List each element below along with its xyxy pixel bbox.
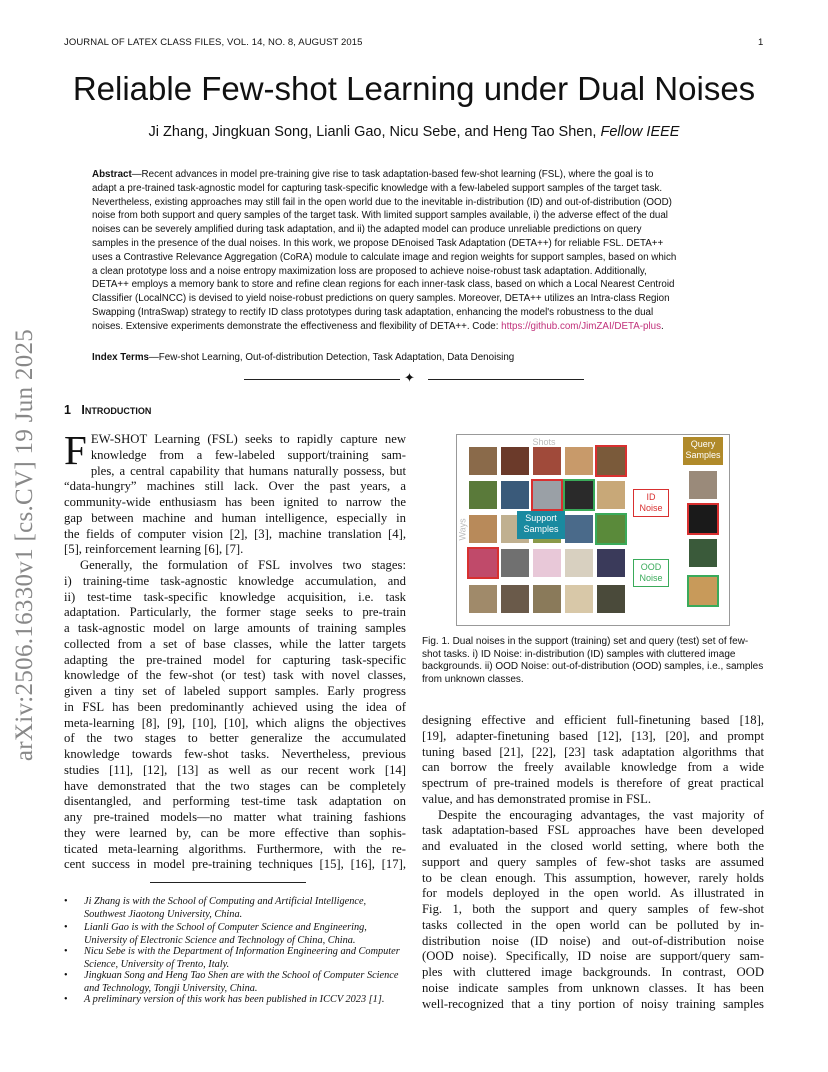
body-line: knowledge of the few-shot (or test) task with novel classes, <box>64 668 406 683</box>
body-line: tasks collected in the open world can be polluted by in- <box>422 917 764 932</box>
body-line: of the two stages to better generalize the accumulated <box>64 731 406 746</box>
body-line: designing effective and efficient full-finetuning based [18], <box>422 713 764 727</box>
footnote-text: Lianli Gao is with the School of Computer Science and Engineering, University of Electronic Science and Technology of China, China. <box>84 922 367 946</box>
bullet-icon: • <box>64 994 68 1005</box>
body-line: for models deployed in the open world. As illustrated in <box>422 886 764 901</box>
body-line: can borrow the freely available knowledge from a wide <box>422 760 764 775</box>
bullet-icon: • <box>64 970 68 981</box>
ways-label: Ways <box>457 518 468 541</box>
author-list <box>0 124 828 140</box>
sample-thumbnail <box>533 549 561 577</box>
sample-thumbnail <box>469 549 497 577</box>
bullet-icon: • <box>64 922 68 933</box>
body-line: value, and has demonstrated promise in FSL. <box>422 791 652 806</box>
index-terms-label: Index Terms <box>92 352 149 363</box>
abstract-line: noises. Extensive experiments demonstrate the effectiveness and flexibility of DETA++. Code: <box>92 320 502 332</box>
body-line: adaptation. Particularly, the former stage seeks to pre-train <box>64 605 406 620</box>
sample-thumbnail <box>597 585 625 613</box>
abstract-line: a clean prototype loss and a noise entropy maximization loss are proposed to achieve noise-robust task adaptation. Additionally, <box>92 265 647 277</box>
sample-thumbnail <box>501 549 529 577</box>
figure-dual-noises <box>456 434 730 626</box>
body-line: ticated meta-learning algorithms. Furthermore, with the re- <box>64 841 406 856</box>
abstract-line: Classifier (LocalNCC) is devised to yield noise-robust predictions on query samples. Moreover, DETA++ utilizes an Intra-class Region <box>92 293 670 305</box>
id-noise-label: ID Noise <box>633 489 669 517</box>
footnote-text: Ji Zhang is with the School of Computing and Artificial Intelligence, Southwest Jiaotong University, China. <box>84 896 367 920</box>
abstract-line: Swapping (IntraSwap) strategy to rectify ID class prototypes during task adaptation, enhancing the model's robustness to the dual <box>92 306 654 318</box>
sample-thumbnail <box>597 481 625 509</box>
abstract-label: Abstract <box>92 169 132 180</box>
sample-thumbnail <box>565 515 593 543</box>
separator-diamond-icon: ✦ <box>404 371 415 386</box>
body-line: EW-SHOT Learning (FSL) seeks to rapidly capture new <box>90 432 406 446</box>
sample-thumbnail <box>469 447 497 475</box>
body-line: adapting the pre-trained model for capturing task-specific <box>64 652 406 667</box>
body-line: to be clean enough. This assumption, however, rarely holds <box>422 870 764 885</box>
abstract-line: DETA++ employs a memory bank to store and refine clean regions for each inner-task class, based on which a Local Nearest Centroid <box>92 279 675 291</box>
shots-label: Shots <box>532 437 556 447</box>
sample-thumbnail <box>565 481 593 509</box>
body-line: knowledge towards few-shot tasks. Nevertheless, previous <box>64 747 406 761</box>
drop-cap: F <box>64 427 87 473</box>
index-terms-text: —Few-shot Learning, Out-of-distribution Detection, Task Adaptation, Data Denoising <box>149 352 515 363</box>
section-number: 1 <box>64 403 71 417</box>
body-line: Fig. 1, both the support and query samples of few-shot <box>422 902 764 916</box>
body-line: given a tiny set of labeled support samples. Early progress <box>64 684 406 698</box>
body-line: community-wide enthusiasm has been ignited to narrow the <box>64 495 406 509</box>
sample-thumbnail <box>501 585 529 613</box>
section-title: Introduction <box>81 403 152 417</box>
query-thumbnail <box>689 539 717 567</box>
footnote-text: A preliminary version of this work has been published in ICCV 2023 [1]. <box>84 994 385 1005</box>
body-line: [5], reinforcement learning [6], [7]. <box>64 542 244 557</box>
bullet-icon: • <box>64 946 68 957</box>
column-right <box>422 713 764 1012</box>
sample-thumbnail <box>469 481 497 509</box>
sample-thumbnail <box>565 585 593 613</box>
body-line: the fields of computer vision [2], [3], machine translation [4], <box>64 526 406 541</box>
abstract-line: noises can be severely amplified during task adaptation, and ii) the adapted model can produce unreliable predictions on query <box>92 224 642 236</box>
abstract-line: noise from both support and query samples of the target task. With limited support samples available, i) the adverse effect of the dual <box>92 210 668 222</box>
body-line: task adaptation-based FSL approaches have been developed <box>422 823 764 838</box>
arxiv-stamp: arXiv:2506.16330v1 [cs.CV] 19 Jun 2025 <box>11 328 38 762</box>
body-line: (OOD noise). Specifically, ID noise are support/query sam- <box>422 949 764 964</box>
footnote <box>64 896 406 921</box>
footnote <box>64 994 406 1007</box>
body-line: a task-agnostic model on large amounts of training samples <box>64 621 406 635</box>
body-line: ii) test-time task-specific knowledge acquisition, i.e. task <box>64 589 406 604</box>
abstract-line: uses a Contrastive Relevance Aggregation (CoRA) module to calculate image and region weights for support samples, based on which <box>92 251 677 263</box>
sample-thumbnail <box>533 481 561 509</box>
body-line: any pre-trained models—no matter what training fashions <box>64 810 406 824</box>
body-line: studies [11], [12], [13] as well as our recent work [14] <box>64 762 406 777</box>
sample-thumbnail <box>501 447 529 475</box>
abstract-line: Nevertheless, existing approaches may still fail in the open world due to the inevitable in-distribution (ID) and out-of-distribution (OOD) <box>92 196 672 208</box>
sample-thumbnail <box>565 549 593 577</box>
code-link[interactable]: https://github.com/JimZAI/DETA-plus <box>501 320 662 332</box>
footnote-text: Nicu Sebe is with the Department of Information Engineering and Computer Science, University of Trento, Italy. <box>84 946 400 970</box>
bullet-icon: • <box>64 896 68 907</box>
body-line: Despite the encouraging advantages, the vast majority of <box>438 807 764 822</box>
sample-thumbnail <box>597 515 625 543</box>
body-line: collected from a set of base classes, while the latter targets <box>64 636 406 651</box>
body-line: i) training-time task-agnostic knowledge accumulation, and <box>64 573 406 588</box>
body-line: have demonstrated that the two stages can be completely <box>64 778 406 793</box>
body-line: cent success in model pre-training techniques [15], [16], [17], <box>64 857 406 872</box>
body-line: ples with cluttered image backgrounds. In contrast, OOD <box>422 965 764 979</box>
figure-caption: Fig. 1. Dual noises in the support (training) set and query (test) set of few-shot tasks. i) ID Noise: in-distribution (ID) samples with cluttered image backgrounds. ii) OOD Noise: out-of-distribution (OOD) samples, i.e., samples from unknown classes. <box>422 636 764 685</box>
section-heading <box>64 403 151 417</box>
author-names: Ji Zhang, Jingkuan Song, Lianli Gao, Nicu Sebe, and Heng Tao Shen, <box>148 124 597 140</box>
body-line: disentangled, and performing test-time task adaptation on <box>64 794 406 809</box>
sample-thumbnail <box>597 549 625 577</box>
sample-thumbnail <box>533 447 561 475</box>
footnote-text: Jingkuan Song and Heng Tao Shen are with the School of Computer Science and Technology, Tongji University, China. <box>84 970 399 994</box>
abstract: Abstract—Recent advances in model pre-training give rise to task adaptation-based few-shot learning (FSL), where the goal is to adapt a pre-trained task-agnostic model for capturing task-specific knowledge with a few-labeled support samples of the target task. Nevertheless, existing approaches may still fail in the open world due to the inevitable in-distribution (ID) and out-of-distribution (OOD) noise from both support and query samples of the target task. With limited support samples available, i) the adverse effect of the dual noises can be severely amplified during task adaptation, and ii) the adapted model can produce unreliable predictions on query samples in the presence of the dual noises. In this work, we propose DEnoised Task Adaptation (DETA++) for reliable FSL. DETA++ uses a Contrastive Relevance Aggregation (CoRA) module to calculate image and region weights for support samples, based on which a clean prototype loss and a noise entropy maximization loss are proposed to achieve noise-robust task adaptation. Additionally, DETA++ employs a memory bank to store and refine clean regions for each inner-task class, based on which a Local Nearest Centroid Classifier (LocalNCC) is devised to yield noise-robust predictions on query samples. Moreover, DETA++ utilizes an Intra-class Region Swapping (IntraSwap) strategy to rectify ID class prototypes during task adaptation, enhancing the model's robustness to the dual noises. Extensive experiments demonstrate the effectiveness and flexibility of DETA++. Code: https://github.com/JimZAI/DETA-plus. <box>92 168 738 334</box>
body-line: tuning based [21], [22], [23] task adaptation algorithms that <box>422 744 764 759</box>
footnote <box>64 922 406 947</box>
body-line: gap between machine and human intelligence, especially in <box>64 510 406 525</box>
ood-noise-label: OOD Noise <box>633 559 669 587</box>
footnote <box>64 946 406 971</box>
sample-thumbnail <box>501 481 529 509</box>
footnote-rule <box>150 882 306 883</box>
paper-title: Reliable Few-shot Learning under Dual Noises <box>72 70 756 107</box>
abstract-line: adapt a pre-trained task-agnostic model for capturing task-specific knowledge with a few-labeled support samples of the target task. <box>92 182 663 194</box>
body-line: distribution noise (ID noise) and out-of-distribution noise <box>422 933 764 948</box>
column-left <box>64 427 406 873</box>
body-line: “data-hungry” machines still lack. Over the past years, a <box>64 479 406 494</box>
body-line: ples, a central capability that humans naturally possess, but <box>90 463 406 478</box>
query-thumbnail <box>689 577 717 605</box>
body-line: and evaluated in the closed world setting, where both the <box>422 839 764 853</box>
abstract-line: —Recent advances in model pre-training give rise to task adaptation-based few-shot learning (FSL), where the goal is to <box>131 169 654 180</box>
body-line: [19], adapter-finetuning based [12], [13], [20], and prompt <box>422 728 764 743</box>
author-fellow: Fellow IEEE <box>600 124 680 140</box>
sample-thumbnail <box>597 447 625 475</box>
body-line: knowledge from a few-labeled support/training sam- <box>90 447 406 462</box>
query-thumbnail <box>689 471 717 499</box>
separator-right <box>428 379 584 380</box>
abstract-line: samples in the presence of the dual noises. In this work, we propose DEnoised Task Adaptation (DETA++) for reliable FSL. DETA++ <box>92 237 664 249</box>
sample-thumbnail <box>469 585 497 613</box>
body-line: Generally, the formulation of FSL involves two stages: <box>80 558 406 572</box>
page-number: 1 <box>758 37 764 48</box>
body-line: well-recognized that a tiny portion of noisy training samples <box>422 996 764 1011</box>
body-line: in FSL has been predominantly achieved using the idea of <box>64 699 406 714</box>
query-samples-label: Query Samples <box>683 437 723 465</box>
sample-thumbnail <box>469 515 497 543</box>
body-line: they were learned by, can be more effective than sophis- <box>64 825 406 840</box>
sample-thumbnail <box>533 585 561 613</box>
body-line: meta-learning [8], [9], [10], [10], which aligns the objectives <box>64 715 406 730</box>
sample-thumbnail <box>565 447 593 475</box>
index-terms <box>92 352 514 363</box>
support-samples-label: Support Samples <box>517 511 565 539</box>
running-header: JOURNAL OF LATEX CLASS FILES, VOL. 14, NO. 8, AUGUST 2015 <box>64 37 363 48</box>
query-thumbnail <box>689 505 717 533</box>
body-line: noise indicate samples from unknown classes. It has been <box>422 980 764 995</box>
separator-left <box>244 379 400 380</box>
body-line: support and query samples of few-shot tasks are assumed <box>422 854 764 869</box>
footnote <box>64 970 406 995</box>
body-line: spectrum of pre-trained models is therefore of great practical <box>422 776 764 790</box>
